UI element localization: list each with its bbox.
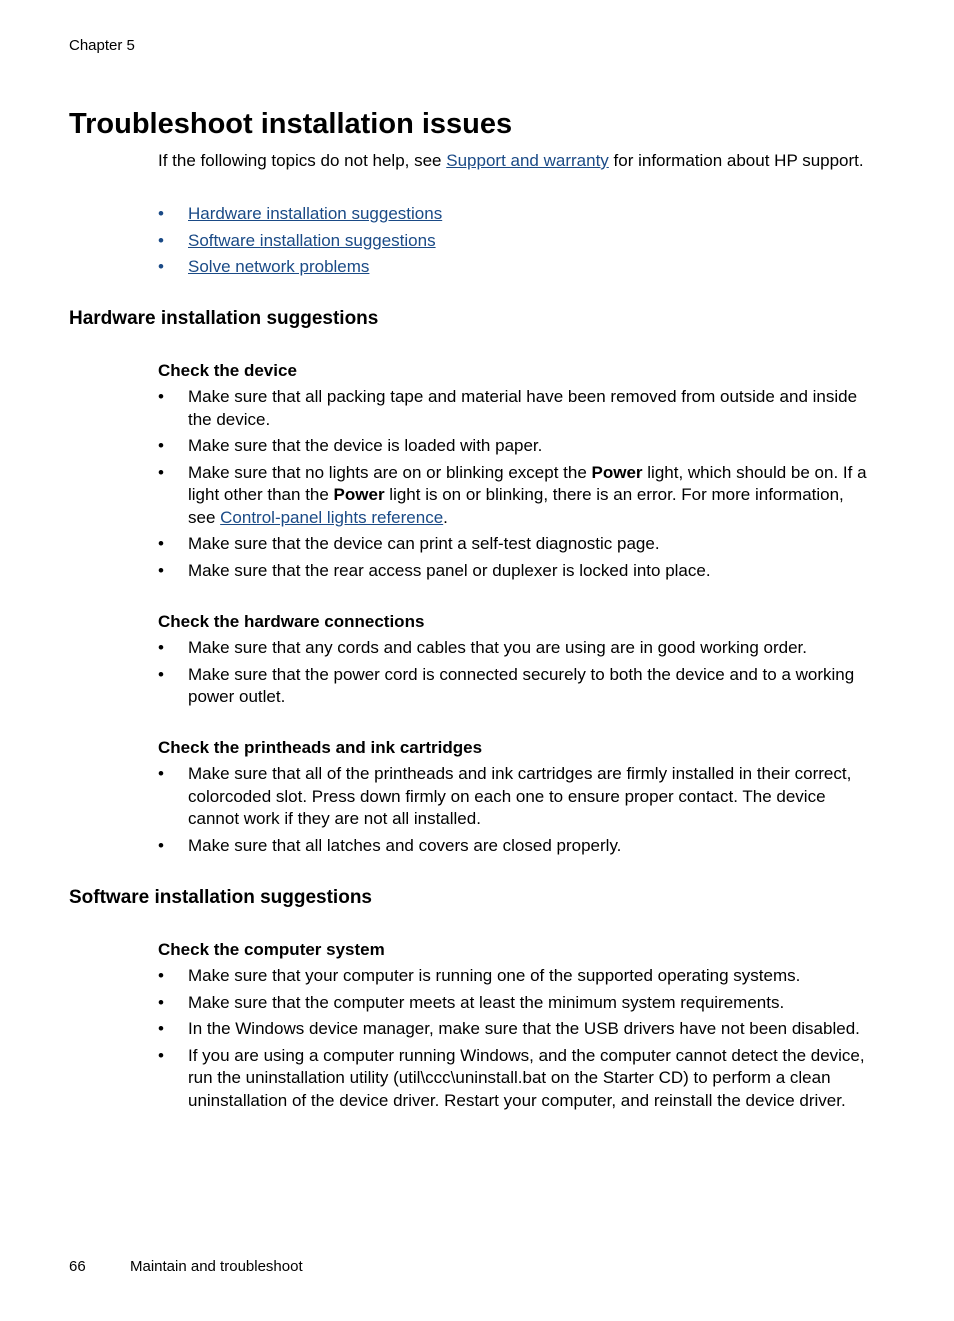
hardware-installation-link[interactable]: Hardware installation suggestions <box>188 204 443 223</box>
list-item <box>158 1045 868 1113</box>
footer-section-title: Maintain and troubleshoot <box>130 1258 303 1275</box>
power-light-term: Power <box>591 462 643 482</box>
list-item-text: Make sure that the device is loaded with paper. <box>188 436 543 455</box>
list-item-text: In the Windows device manager, make sure that the USB drivers have not been disabled. <box>188 1019 860 1038</box>
check-printheads-list <box>158 763 868 861</box>
intro-text-before: If the following topics do not help, see <box>158 151 447 170</box>
list-item-text: Make sure that the rear access panel or duplexer is locked into place. <box>188 560 711 580</box>
intro-paragraph <box>158 149 878 172</box>
list-item-text: Make sure that all of the printheads and ink cartridges are firmly installed in their correct, colorcoded slot. Press down firmly on each one to ensure proper contact. The device cannot work if they are not all installed. <box>188 764 852 828</box>
check-hardware-connections-heading: Check the hardware connections <box>158 612 425 631</box>
check-computer-list <box>158 965 868 1116</box>
topic-link-item <box>158 255 442 282</box>
software-section-heading: Software installation suggestions <box>69 887 372 908</box>
check-device-heading: Check the device <box>158 361 297 380</box>
bullet: • <box>158 664 164 684</box>
list-item <box>158 435 868 458</box>
bullet: • <box>158 204 164 223</box>
bullet: • <box>158 257 164 276</box>
solve-network-problems-link[interactable]: Solve network problems <box>188 257 370 276</box>
power-light-term: Power <box>333 485 385 504</box>
list-item-text: Make sure that your computer is running one of the supported operating systems. <box>188 966 801 985</box>
check-printheads-heading: Check the printheads and ink cartridges <box>158 738 483 757</box>
list-item-text: Make sure that the power cord is connected securely to both the device and to a working power outlet. <box>188 664 855 706</box>
list-item-text: Make sure that all latches and covers are closed properly. <box>188 835 622 855</box>
list-item <box>158 763 868 831</box>
bullet: • <box>158 534 164 553</box>
list-item-text: light is on or blinking, there is an error. For more information, see <box>188 485 844 527</box>
list-item <box>158 386 868 431</box>
chapter-label: Chapter 5 <box>69 37 135 54</box>
bullet: • <box>158 835 164 855</box>
bullet: • <box>158 638 164 657</box>
bullet: • <box>158 1019 164 1038</box>
check-computer-system-heading: Check the computer system <box>158 940 385 959</box>
list-item-text: Make sure that all packing tape and material have been removed from outside and inside the device. <box>188 387 858 429</box>
bullet: • <box>158 764 164 783</box>
page-title: Troubleshoot installation issues <box>69 108 513 140</box>
list-item <box>158 533 868 556</box>
list-item-text: If you are using a computer running Windows, and the computer cannot detect the device, run the uninstallation utility (util\ccc\uninstall.bat on the Starter CD) to perform a clean uninstallation of the device driver. Restart your computer, and reinstall the device driver. <box>188 1045 865 1110</box>
topic-link-item <box>158 202 442 229</box>
list-item <box>158 462 868 530</box>
bullet: • <box>158 966 164 985</box>
bullet: • <box>158 436 164 455</box>
page-number: 66 <box>69 1258 86 1275</box>
bullet: • <box>158 387 164 406</box>
list-item-text: . <box>443 507 448 527</box>
list-item <box>158 560 868 583</box>
list-item <box>158 1018 868 1041</box>
bullet: • <box>158 560 164 580</box>
control-panel-lights-link[interactable]: Control-panel lights reference <box>220 507 444 527</box>
list-item <box>158 965 868 988</box>
list-item <box>158 664 868 709</box>
list-item-text: light, which should be on. If a light other than the <box>188 462 867 504</box>
list-item-text: Make sure that no lights are on or blinking except the <box>188 462 592 482</box>
bullet: • <box>158 462 164 482</box>
list-item <box>158 637 868 660</box>
topic-link-item <box>158 229 442 256</box>
topic-links-list <box>158 202 442 282</box>
support-and-warranty-link[interactable]: Support and warranty <box>446 151 609 170</box>
list-item-text: Make sure that the computer meets at least the minimum system requirements. <box>188 992 785 1012</box>
list-item-text: Make sure that the device can print a self-test diagnostic page. <box>188 534 660 553</box>
bullet: • <box>158 992 164 1012</box>
check-device-list <box>158 386 868 586</box>
bullet: • <box>158 230 164 250</box>
software-installation-link[interactable]: Software installation suggestions <box>188 230 436 250</box>
check-connections-list <box>158 637 868 713</box>
hardware-section-heading: Hardware installation suggestions <box>69 308 379 329</box>
list-item <box>158 835 868 858</box>
list-item-text: Make sure that any cords and cables that you are using are in good working order. <box>188 638 807 657</box>
intro-text-after: for information about HP support. <box>608 151 864 170</box>
list-item <box>158 992 868 1015</box>
bullet: • <box>158 1045 164 1065</box>
